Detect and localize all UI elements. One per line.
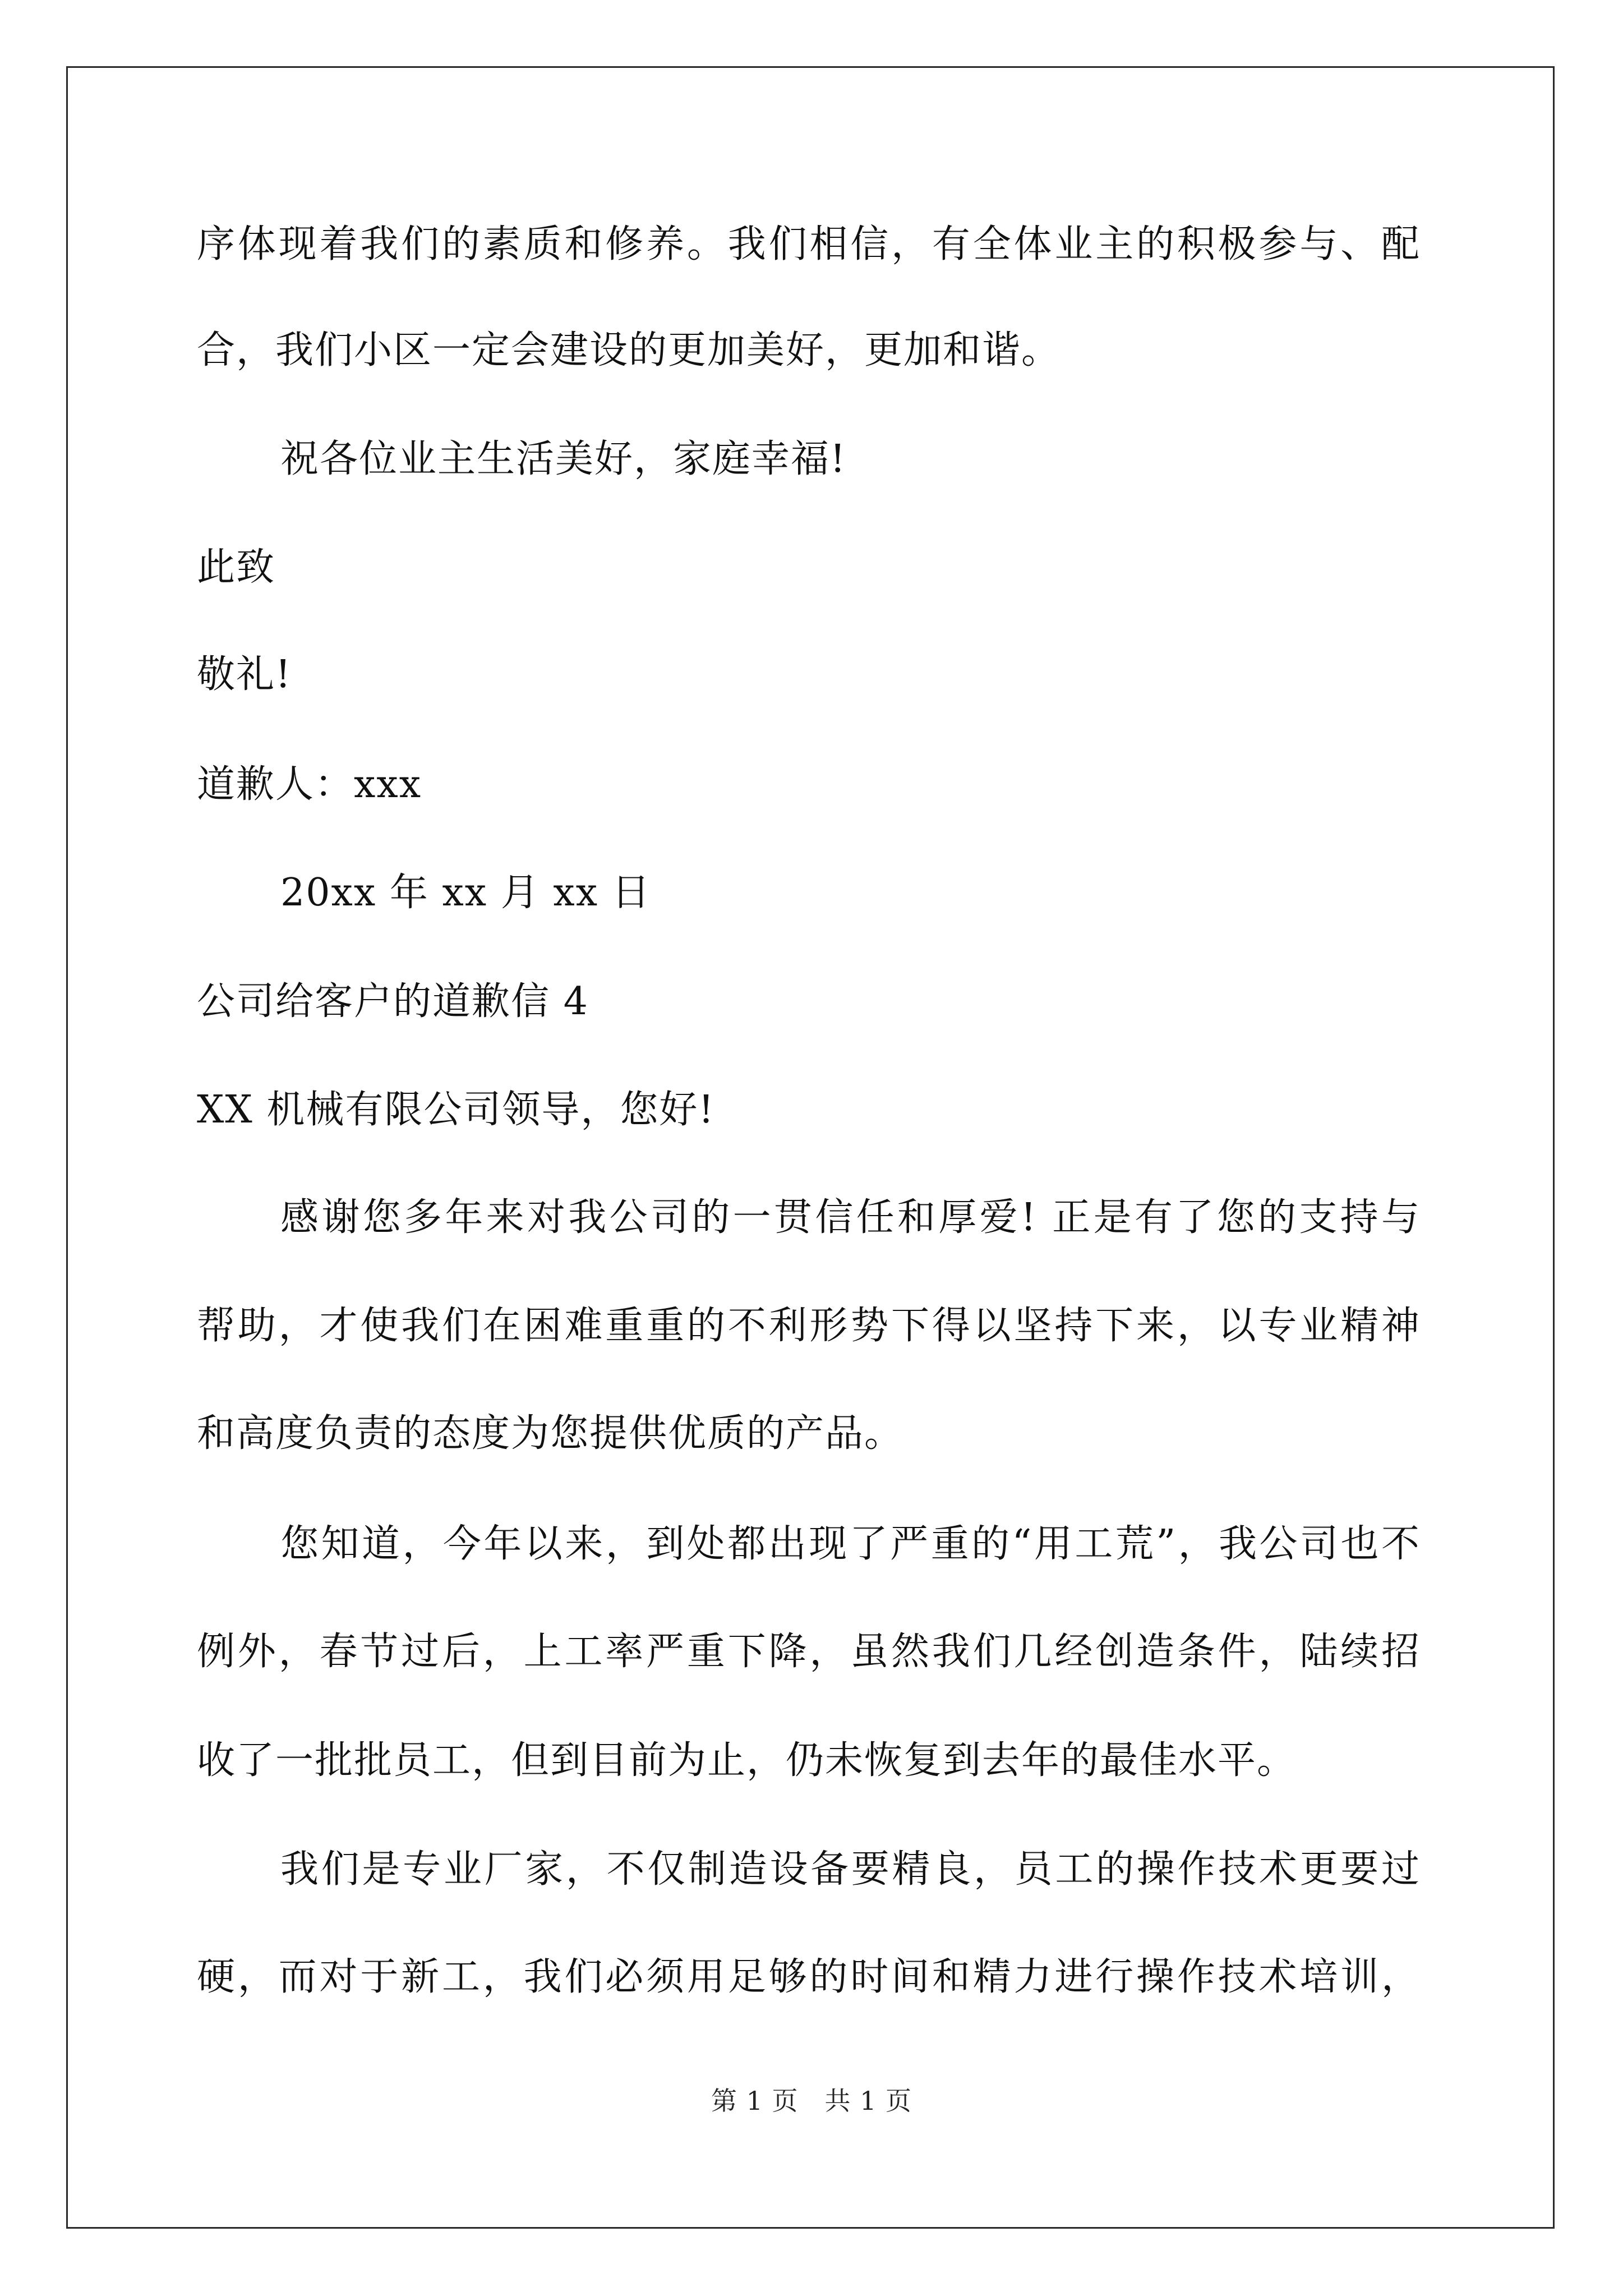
body-line-2: 合，我们小区一定会建设的更加美好，更加和谐。 xyxy=(197,328,1061,372)
body-line-16: 我们是专业厂家，不仅制造设备要精良，员工的操作技术更要过 xyxy=(280,1847,1421,1892)
body-line-17: 硬，而对于新工，我们必须用足够的时间和精力进行操作技术培训， xyxy=(197,1955,1421,1999)
page-footer: 第 1 页 共 1 页 xyxy=(711,2086,912,2116)
body-line-11: 帮助，才使我们在困难重重的不利形势下得以坚持下来，以专业精神 xyxy=(197,1304,1421,1348)
body-line-1: 序体现着我们的素质和修养。我们相信，有全体业主的积极参与、配 xyxy=(197,222,1421,266)
body-line-13: 您知道，今年以来，到处都出现了严重的“用工荒”，我公司也不 xyxy=(280,1522,1421,1566)
closing-wish: 祝各位业主生活美好，家庭幸福! xyxy=(280,437,847,481)
letter-greeting: XX 机械有限公司领导，您好! xyxy=(197,1088,715,1132)
signature-line: 道歉人：xxx xyxy=(197,762,422,807)
body-line-14: 例外，春节过后，上工率严重下降，虽然我们几经创造条件，陆续招 xyxy=(197,1630,1421,1674)
letter-title: 公司给客户的道歉信 4 xyxy=(197,979,589,1024)
page-border xyxy=(66,66,1555,2229)
salutation-jingli: 敬礼! xyxy=(197,652,292,697)
salutation-cizhi: 此致 xyxy=(197,545,276,590)
body-line-12: 和高度负责的态度为您提供优质的产品。 xyxy=(197,1411,904,1456)
body-line-10: 感谢您多年来对我公司的一贯信任和厚爱! 正是有了您的支持与 xyxy=(280,1195,1421,1240)
body-line-15: 收了一批批员工，但到目前为止，仍未恢复到去年的最佳水平。 xyxy=(197,1738,1297,1783)
date-line: 20xx 年 xx 月 xx 日 xyxy=(280,871,651,915)
